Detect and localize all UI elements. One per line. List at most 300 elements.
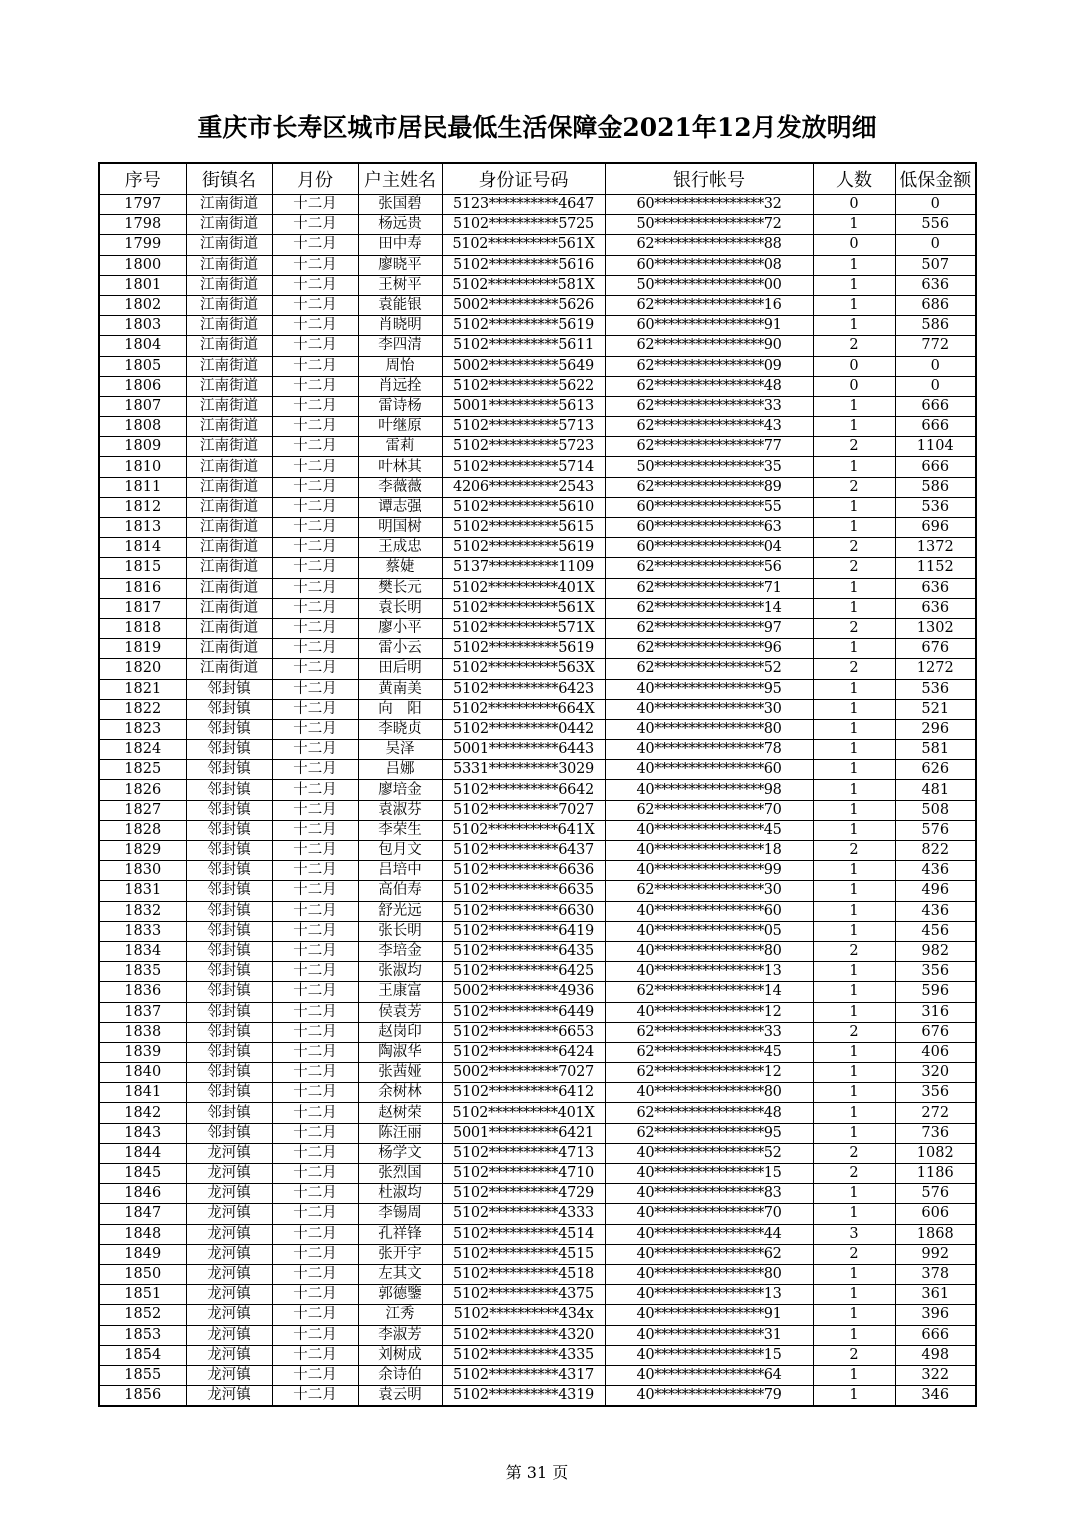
month-cell: 十二月 (272, 941, 358, 961)
street-cell: 江南街道 (186, 457, 272, 477)
householder-cell: 赵树荣 (358, 1103, 442, 1123)
bank-account-cell: 50****************72 (605, 215, 813, 235)
amount-cell: 396 (895, 1305, 976, 1325)
id-number-cell: 5102**********4335 (442, 1345, 605, 1365)
householder-cell: 左其文 (358, 1264, 442, 1284)
serial-cell: 1840 (99, 1063, 186, 1083)
id-number-cell: 5102**********571X (442, 618, 605, 638)
amount-cell: 581 (895, 740, 976, 760)
table-row (99, 275, 976, 295)
street-cell: 龙河镇 (186, 1204, 272, 1224)
id-number-cell: 5002**********7027 (442, 1063, 605, 1083)
street-cell: 江南街道 (186, 376, 272, 396)
id-number-cell: 5102**********4514 (442, 1224, 605, 1244)
amount-cell: 296 (895, 719, 976, 739)
serial-cell: 1834 (99, 941, 186, 961)
persons-cell: 2 (813, 659, 895, 679)
persons-cell: 1 (813, 1063, 895, 1083)
householder-cell: 周怡 (358, 356, 442, 376)
bank-account-cell: 62****************77 (605, 437, 813, 457)
id-number-cell: 5102**********5622 (442, 376, 605, 396)
street-cell: 龙河镇 (186, 1184, 272, 1204)
month-cell: 十二月 (272, 558, 358, 578)
householder-cell: 张国碧 (358, 195, 442, 215)
column-header-amount: 低保金额 (895, 163, 976, 195)
street-cell: 邻封镇 (186, 679, 272, 699)
serial-cell: 1800 (99, 255, 186, 275)
persons-cell: 1 (813, 820, 895, 840)
month-cell: 十二月 (272, 1285, 358, 1305)
householder-cell: 廖晓平 (358, 255, 442, 275)
householder-cell: 叶林其 (358, 457, 442, 477)
persons-cell: 1 (813, 740, 895, 760)
serial-cell: 1807 (99, 396, 186, 416)
householder-cell: 袁淑芬 (358, 800, 442, 820)
persons-cell: 2 (813, 1244, 895, 1264)
id-number-cell: 5001**********5613 (442, 396, 605, 416)
table-row (99, 1244, 976, 1264)
table-row (99, 1365, 976, 1385)
amount-cell: 0 (895, 376, 976, 396)
table-row (99, 457, 976, 477)
serial-cell: 1843 (99, 1123, 186, 1143)
householder-cell: 杨学文 (358, 1143, 442, 1163)
table-row (99, 396, 976, 416)
bank-account-cell: 40****************13 (605, 1285, 813, 1305)
table-row (99, 1123, 976, 1143)
persons-cell: 3 (813, 1224, 895, 1244)
street-cell: 邻封镇 (186, 1083, 272, 1103)
table-row (99, 598, 976, 618)
month-cell: 十二月 (272, 1063, 358, 1083)
amount-cell: 436 (895, 901, 976, 921)
householder-cell: 吕培中 (358, 861, 442, 881)
month-cell: 十二月 (272, 800, 358, 820)
householder-cell: 包月文 (358, 841, 442, 861)
amount-cell: 736 (895, 1123, 976, 1143)
street-cell: 江南街道 (186, 437, 272, 457)
serial-cell: 1850 (99, 1264, 186, 1284)
month-cell: 十二月 (272, 215, 358, 235)
month-cell: 十二月 (272, 1365, 358, 1385)
table-row (99, 1042, 976, 1062)
table-row (99, 1164, 976, 1184)
householder-cell: 王成忠 (358, 538, 442, 558)
table-row (99, 1224, 976, 1244)
amount-cell: 507 (895, 255, 976, 275)
id-number-cell: 5102**********6635 (442, 881, 605, 901)
amount-cell: 436 (895, 861, 976, 881)
persons-cell: 1 (813, 699, 895, 719)
street-cell: 邻封镇 (186, 1123, 272, 1143)
table-row (99, 962, 976, 982)
street-cell: 邻封镇 (186, 780, 272, 800)
month-cell: 十二月 (272, 295, 358, 315)
amount-cell: 586 (895, 477, 976, 497)
month-cell: 十二月 (272, 396, 358, 416)
serial-cell: 1837 (99, 1002, 186, 1022)
bank-account-cell: 60****************08 (605, 255, 813, 275)
bank-account-cell: 62****************14 (605, 982, 813, 1002)
table-row (99, 1103, 976, 1123)
bank-account-cell: 40****************30 (605, 699, 813, 719)
id-number-cell: 5102**********561X (442, 235, 605, 255)
street-cell: 邻封镇 (186, 921, 272, 941)
street-cell: 龙河镇 (186, 1224, 272, 1244)
bank-account-cell: 50****************35 (605, 457, 813, 477)
month-cell: 十二月 (272, 1305, 358, 1325)
column-header-month: 月份 (272, 163, 358, 195)
month-cell: 十二月 (272, 740, 358, 760)
amount-cell: 0 (895, 356, 976, 376)
month-cell: 十二月 (272, 639, 358, 659)
persons-cell: 1 (813, 679, 895, 699)
month-cell: 十二月 (272, 316, 358, 336)
street-cell: 龙河镇 (186, 1143, 272, 1163)
id-number-cell: 5102**********5725 (442, 215, 605, 235)
serial-cell: 1797 (99, 195, 186, 215)
persons-cell: 1 (813, 518, 895, 538)
id-number-cell: 5102**********0442 (442, 719, 605, 739)
table-row (99, 841, 976, 861)
serial-cell: 1811 (99, 477, 186, 497)
serial-cell: 1805 (99, 356, 186, 376)
serial-cell: 1842 (99, 1103, 186, 1123)
serial-cell: 1812 (99, 497, 186, 517)
bank-account-cell: 60****************63 (605, 518, 813, 538)
amount-cell: 508 (895, 800, 976, 820)
street-cell: 邻封镇 (186, 1063, 272, 1083)
month-cell: 十二月 (272, 578, 358, 598)
id-number-cell: 5102**********6423 (442, 679, 605, 699)
bank-account-cell: 40****************45 (605, 820, 813, 840)
id-number-cell: 5102**********581X (442, 275, 605, 295)
month-cell: 十二月 (272, 1022, 358, 1042)
amount-cell: 676 (895, 1022, 976, 1042)
persons-cell: 1 (813, 639, 895, 659)
month-cell: 十二月 (272, 1224, 358, 1244)
householder-cell: 孔祥锋 (358, 1224, 442, 1244)
bank-account-cell: 62****************33 (605, 396, 813, 416)
bank-account-cell: 62****************43 (605, 417, 813, 437)
householder-cell: 李锡周 (358, 1204, 442, 1224)
persons-cell: 1 (813, 275, 895, 295)
persons-cell: 2 (813, 437, 895, 457)
bank-account-cell: 62****************71 (605, 578, 813, 598)
table-row (99, 901, 976, 921)
persons-cell: 1 (813, 1184, 895, 1204)
street-cell: 龙河镇 (186, 1164, 272, 1184)
serial-cell: 1798 (99, 215, 186, 235)
bank-account-cell: 62****************16 (605, 295, 813, 315)
street-cell: 邻封镇 (186, 820, 272, 840)
serial-cell: 1817 (99, 598, 186, 618)
bank-account-cell: 62****************89 (605, 477, 813, 497)
street-cell: 邻封镇 (186, 1042, 272, 1062)
month-cell: 十二月 (272, 1002, 358, 1022)
persons-cell: 1 (813, 1386, 895, 1407)
amount-cell: 596 (895, 982, 976, 1002)
street-cell: 邻封镇 (186, 881, 272, 901)
householder-cell: 黄南美 (358, 679, 442, 699)
amount-cell: 521 (895, 699, 976, 719)
month-cell: 十二月 (272, 881, 358, 901)
householder-cell: 肖晓明 (358, 316, 442, 336)
month-cell: 十二月 (272, 659, 358, 679)
month-cell: 十二月 (272, 861, 358, 881)
street-cell: 邻封镇 (186, 699, 272, 719)
bank-account-cell: 40****************80 (605, 941, 813, 961)
page-number: 第 31 页 (505, 1463, 569, 1482)
street-cell: 江南街道 (186, 396, 272, 416)
householder-cell: 陶淑华 (358, 1042, 442, 1062)
id-number-cell: 5102**********4518 (442, 1264, 605, 1284)
bank-account-cell: 62****************52 (605, 659, 813, 679)
amount-cell: 556 (895, 215, 976, 235)
month-cell: 十二月 (272, 356, 358, 376)
amount-cell: 666 (895, 396, 976, 416)
bank-account-cell: 62****************30 (605, 881, 813, 901)
month-cell: 十二月 (272, 719, 358, 739)
persons-cell: 2 (813, 1164, 895, 1184)
serial-cell: 1820 (99, 659, 186, 679)
column-header-id-number: 身份证号码 (442, 163, 605, 195)
amount-cell: 356 (895, 1083, 976, 1103)
bank-account-cell: 62****************14 (605, 598, 813, 618)
persons-cell: 1 (813, 962, 895, 982)
amount-cell: 1272 (895, 659, 976, 679)
persons-cell: 2 (813, 618, 895, 638)
householder-cell: 蔡婕 (358, 558, 442, 578)
persons-cell: 1 (813, 1103, 895, 1123)
month-cell: 十二月 (272, 497, 358, 517)
id-number-cell: 5102**********7027 (442, 800, 605, 820)
month-cell: 十二月 (272, 982, 358, 1002)
householder-cell: 张开宇 (358, 1244, 442, 1264)
persons-cell: 1 (813, 1042, 895, 1062)
householder-cell: 郭德鑒 (358, 1285, 442, 1305)
column-header-persons: 人数 (813, 163, 895, 195)
month-cell: 十二月 (272, 962, 358, 982)
serial-cell: 1816 (99, 578, 186, 598)
householder-cell: 叶继原 (358, 417, 442, 437)
bank-account-cell: 40****************62 (605, 1244, 813, 1264)
month-cell: 十二月 (272, 275, 358, 295)
amount-cell: 666 (895, 457, 976, 477)
table-row (99, 639, 976, 659)
month-cell: 十二月 (272, 1042, 358, 1062)
table-row (99, 659, 976, 679)
amount-cell: 356 (895, 962, 976, 982)
amount-cell: 498 (895, 1345, 976, 1365)
month-cell: 十二月 (272, 1204, 358, 1224)
persons-cell: 1 (813, 901, 895, 921)
serial-cell: 1803 (99, 316, 186, 336)
householder-cell: 李荣生 (358, 820, 442, 840)
id-number-cell: 5001**********6443 (442, 740, 605, 760)
bank-account-cell: 40****************95 (605, 679, 813, 699)
table-row (99, 1083, 976, 1103)
table-row (99, 1143, 976, 1163)
amount-cell: 666 (895, 417, 976, 437)
column-header-street: 街镇名 (186, 163, 272, 195)
householder-cell: 余树林 (358, 1083, 442, 1103)
persons-cell: 1 (813, 1285, 895, 1305)
serial-cell: 1832 (99, 901, 186, 921)
persons-cell: 1 (813, 719, 895, 739)
serial-cell: 1824 (99, 740, 186, 760)
id-number-cell: 5002**********5626 (442, 295, 605, 315)
serial-cell: 1856 (99, 1386, 186, 1407)
table-row (99, 861, 976, 881)
bank-account-cell: 62****************45 (605, 1042, 813, 1062)
street-cell: 邻封镇 (186, 719, 272, 739)
serial-cell: 1851 (99, 1285, 186, 1305)
amount-cell: 496 (895, 881, 976, 901)
id-number-cell: 5102**********4710 (442, 1164, 605, 1184)
serial-cell: 1838 (99, 1022, 186, 1042)
id-number-cell: 5102**********5616 (442, 255, 605, 275)
street-cell: 龙河镇 (186, 1365, 272, 1385)
month-cell: 十二月 (272, 457, 358, 477)
persons-cell: 1 (813, 982, 895, 1002)
bank-account-cell: 62****************12 (605, 1063, 813, 1083)
serial-cell: 1825 (99, 760, 186, 780)
persons-cell: 2 (813, 841, 895, 861)
street-cell: 江南街道 (186, 659, 272, 679)
table-row (99, 417, 976, 437)
serial-cell: 1808 (99, 417, 186, 437)
persons-cell: 1 (813, 316, 895, 336)
street-cell: 江南街道 (186, 558, 272, 578)
id-number-cell: 5102**********4317 (442, 1365, 605, 1385)
serial-cell: 1836 (99, 982, 186, 1002)
amount-cell: 406 (895, 1042, 976, 1062)
persons-cell: 1 (813, 417, 895, 437)
amount-cell: 481 (895, 780, 976, 800)
amount-cell: 320 (895, 1063, 976, 1083)
persons-cell: 2 (813, 1143, 895, 1163)
persons-cell: 1 (813, 1305, 895, 1325)
table-row (99, 941, 976, 961)
serial-cell: 1799 (99, 235, 186, 255)
id-number-cell: 5102**********6424 (442, 1042, 605, 1062)
householder-cell: 李四清 (358, 336, 442, 356)
street-cell: 邻封镇 (186, 941, 272, 961)
month-cell: 十二月 (272, 1184, 358, 1204)
householder-cell: 向 阳 (358, 699, 442, 719)
month-cell: 十二月 (272, 1143, 358, 1163)
persons-cell: 1 (813, 861, 895, 881)
month-cell: 十二月 (272, 1244, 358, 1264)
id-number-cell: 5102**********6437 (442, 841, 605, 861)
street-cell: 龙河镇 (186, 1345, 272, 1365)
householder-cell: 高伯寿 (358, 881, 442, 901)
amount-cell: 822 (895, 841, 976, 861)
amount-cell: 346 (895, 1386, 976, 1407)
householder-cell: 廖小平 (358, 618, 442, 638)
month-cell: 十二月 (272, 679, 358, 699)
householder-cell: 袁长明 (358, 598, 442, 618)
id-number-cell: 5102**********401X (442, 578, 605, 598)
month-cell: 十二月 (272, 336, 358, 356)
table-header-row (99, 163, 976, 195)
householder-cell: 袁云明 (358, 1386, 442, 1407)
amount-cell: 586 (895, 316, 976, 336)
street-cell: 邻封镇 (186, 1002, 272, 1022)
serial-cell: 1855 (99, 1365, 186, 1385)
bank-account-cell: 62****************88 (605, 235, 813, 255)
street-cell: 江南街道 (186, 477, 272, 497)
month-cell: 十二月 (272, 437, 358, 457)
id-number-cell: 5002**********5649 (442, 356, 605, 376)
householder-cell: 肖远拴 (358, 376, 442, 396)
bank-account-cell: 62****************09 (605, 356, 813, 376)
serial-cell: 1846 (99, 1184, 186, 1204)
id-number-cell: 5102**********5723 (442, 437, 605, 457)
householder-cell: 余诗伯 (358, 1365, 442, 1385)
street-cell: 邻封镇 (186, 982, 272, 1002)
serial-cell: 1827 (99, 800, 186, 820)
bank-account-cell: 40****************15 (605, 1164, 813, 1184)
amount-cell: 1186 (895, 1164, 976, 1184)
serial-cell: 1809 (99, 437, 186, 457)
householder-cell: 李培金 (358, 941, 442, 961)
householder-cell: 袁能银 (358, 295, 442, 315)
serial-cell: 1839 (99, 1042, 186, 1062)
bank-account-cell: 62****************56 (605, 558, 813, 578)
table-row (99, 255, 976, 275)
amount-cell: 536 (895, 497, 976, 517)
month-cell: 十二月 (272, 760, 358, 780)
persons-cell: 1 (813, 598, 895, 618)
amount-cell: 982 (895, 941, 976, 961)
month-cell: 十二月 (272, 1345, 358, 1365)
street-cell: 江南街道 (186, 578, 272, 598)
street-cell: 邻封镇 (186, 760, 272, 780)
persons-cell: 1 (813, 1123, 895, 1143)
id-number-cell: 5102**********5615 (442, 518, 605, 538)
householder-cell: 舒光远 (358, 901, 442, 921)
householder-cell: 赵岗印 (358, 1022, 442, 1042)
amount-cell: 378 (895, 1264, 976, 1284)
bank-account-cell: 40****************80 (605, 1083, 813, 1103)
table-row (99, 235, 976, 255)
amount-cell: 272 (895, 1103, 976, 1123)
street-cell: 邻封镇 (186, 861, 272, 881)
table-row (99, 820, 976, 840)
table-row (99, 780, 976, 800)
persons-cell: 1 (813, 1083, 895, 1103)
bank-account-cell: 62****************96 (605, 639, 813, 659)
street-cell: 江南街道 (186, 497, 272, 517)
householder-cell: 张茜娅 (358, 1063, 442, 1083)
householder-cell: 樊长元 (358, 578, 442, 598)
month-cell: 十二月 (272, 255, 358, 275)
id-number-cell: 5102**********4729 (442, 1184, 605, 1204)
month-cell: 十二月 (272, 598, 358, 618)
householder-cell: 杨远贵 (358, 215, 442, 235)
amount-cell: 576 (895, 1184, 976, 1204)
persons-cell: 1 (813, 255, 895, 275)
amount-cell: 1372 (895, 538, 976, 558)
id-number-cell: 4206**********2543 (442, 477, 605, 497)
serial-cell: 1852 (99, 1305, 186, 1325)
street-cell: 邻封镇 (186, 800, 272, 820)
table-row (99, 881, 976, 901)
street-cell: 江南街道 (186, 316, 272, 336)
street-cell: 龙河镇 (186, 1305, 272, 1325)
